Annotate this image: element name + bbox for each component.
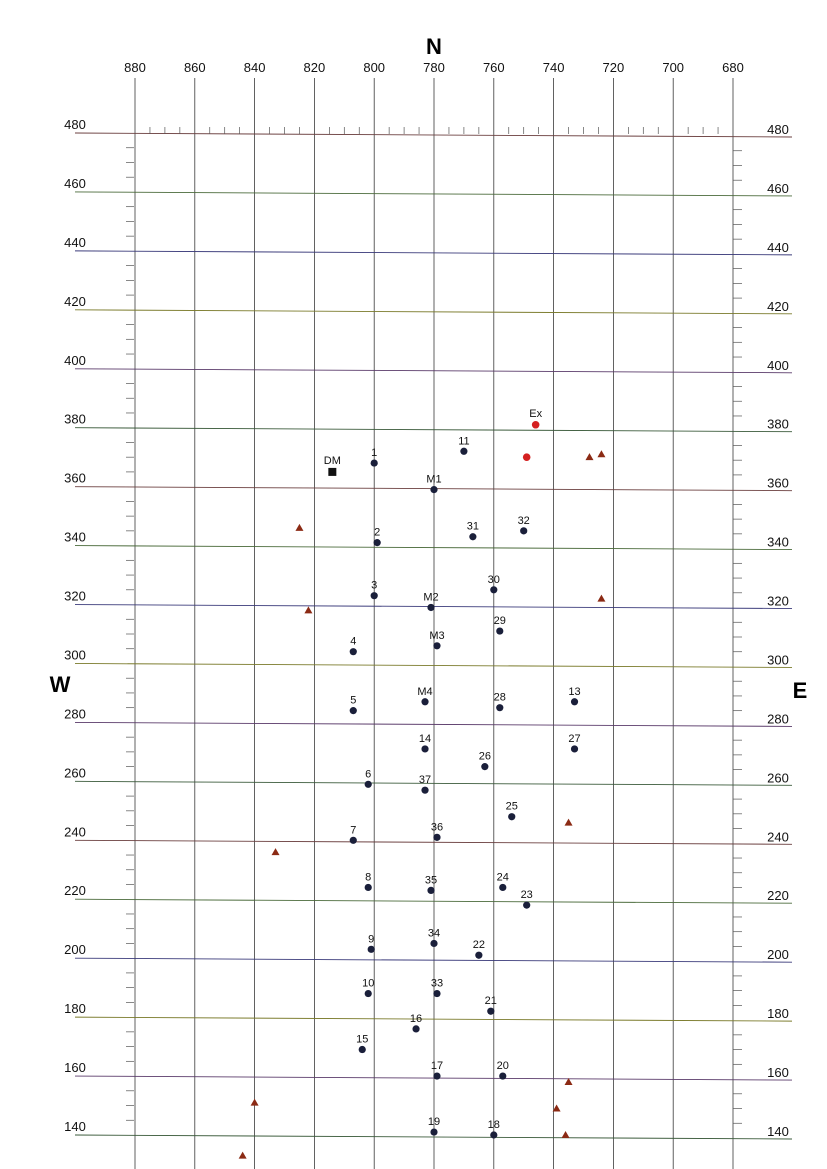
x-tick-label: 800 (363, 60, 386, 75)
y-tick-label-right: 320 (767, 593, 789, 609)
y-tick-label-right: 360 (767, 475, 789, 491)
survey-point-M3 (433, 642, 440, 649)
y-tick-label-left: 180 (64, 1001, 86, 1017)
y-tick-label-left: 240 (64, 824, 86, 840)
survey-point-17 (433, 1072, 440, 1079)
grid-line-y-460 (75, 192, 792, 196)
y-tick-label-right: 280 (767, 711, 789, 727)
survey-point-label: 10 (362, 977, 375, 990)
survey-point-14 (421, 745, 428, 752)
y-tick-label-right: 400 (767, 357, 789, 373)
survey-point-label: 31 (466, 520, 479, 533)
grid-line-y-400 (75, 369, 792, 373)
grid-line-y-480 (75, 133, 792, 137)
survey-point-1 (371, 459, 378, 466)
survey-point-25 (508, 813, 515, 820)
survey-point-label: 15 (356, 1033, 369, 1046)
survey-point-7 (350, 837, 357, 844)
x-tick-label: 760 (482, 60, 505, 75)
grid-line-y-440 (75, 251, 792, 255)
survey-point-31 (469, 533, 476, 540)
y-tick-label-right: 140 (767, 1124, 789, 1139)
grid-line-y-260 (75, 781, 792, 785)
y-tick-label-left: 460 (64, 175, 86, 191)
survey-point-label: 17 (430, 1060, 444, 1073)
survey-point-29 (496, 627, 503, 634)
survey-point-label: 36 (430, 821, 444, 834)
triangle-marker-4 (597, 450, 605, 457)
y-tick-label-left: 360 (64, 470, 86, 486)
y-axis-labels (64, 117, 789, 1139)
survey-point-16 (412, 1025, 419, 1032)
special-point-ex (532, 421, 540, 429)
y-tick-label-left: 380 (64, 411, 86, 427)
survey-point-34 (430, 940, 437, 947)
survey-point-32 (520, 527, 527, 534)
y-tick-label-left: 320 (64, 588, 86, 604)
survey-point-28 (496, 704, 503, 711)
y-tick-label-right: 180 (767, 1006, 789, 1022)
y-tick-label-left: 200 (64, 942, 86, 958)
survey-point-10 (365, 990, 372, 997)
survey-point-label: 13 (568, 685, 581, 698)
survey-point-label: 29 (493, 615, 506, 628)
y-tick-label-left: 280 (64, 706, 86, 722)
triangle-marker-2 (304, 606, 312, 613)
survey-point-label: 6 (365, 768, 372, 781)
survey-point-label: 28 (493, 691, 506, 704)
survey-point-label: 26 (478, 750, 491, 763)
survey-point-M1 (430, 486, 437, 493)
x-tick-label: 820 (303, 60, 326, 75)
survey-point-label: 11 (458, 435, 470, 448)
survey-point-label: 19 (427, 1116, 441, 1129)
survey-point-label: 37 (418, 774, 432, 787)
y-tick-label-left: 160 (64, 1060, 86, 1076)
triangle-marker-7 (272, 848, 280, 855)
grid-line-y-380 (75, 428, 792, 432)
y-tick-label-left: 480 (64, 117, 86, 132)
survey-point-label: 2 (374, 526, 381, 539)
survey-point-8 (365, 884, 372, 891)
grid-line-y-200 (75, 958, 792, 962)
y-tick-label-left: 140 (64, 1119, 86, 1134)
grid-line-y-280 (75, 722, 792, 726)
survey-point-label: 18 (487, 1119, 500, 1131)
survey-point-35 (427, 887, 434, 894)
x-tick-label: 860 (183, 60, 206, 75)
grid-lines (75, 78, 792, 1169)
grid-line-y-300 (75, 663, 792, 667)
survey-point-11 (460, 448, 467, 455)
special-point-label: Ex (529, 407, 543, 420)
survey-point-label: 16 (409, 1012, 423, 1025)
survey-point-20 (499, 1072, 506, 1079)
survey-point-label: 30 (487, 573, 500, 586)
y-tick-label-left: 220 (64, 883, 86, 899)
survey-point-label: 32 (517, 514, 530, 527)
x-tick-label: 740 (542, 60, 565, 75)
triangle-marker-6 (565, 819, 573, 826)
y-tick-label-left: 400 (64, 352, 86, 368)
survey-point-4 (350, 648, 357, 655)
y-tick-label-right: 160 (767, 1065, 789, 1081)
survey-point-36 (433, 834, 440, 841)
triangle-marker-1 (295, 524, 303, 531)
survey-markers (239, 408, 606, 1159)
grid-line-y-240 (75, 840, 792, 844)
triangle-marker-10 (562, 1131, 570, 1138)
triangle-marker-11 (251, 1099, 259, 1106)
datum-label: DM (323, 454, 341, 467)
y-tick-label-right: 340 (767, 534, 789, 550)
survey-point-label: 1 (371, 447, 378, 460)
x-tick-label: 720 (602, 60, 625, 75)
survey-point-37 (421, 787, 428, 794)
survey-point-label: 20 (496, 1060, 509, 1073)
survey-point-9 (368, 946, 375, 953)
triangle-marker-3 (585, 453, 593, 460)
survey-point-18 (490, 1131, 497, 1138)
survey-point-label: 23 (520, 889, 533, 902)
survey-point-label: 4 (350, 635, 357, 648)
survey-point-23 (523, 902, 530, 909)
survey-point-label: 33 (430, 977, 444, 990)
x-axis-labels (124, 60, 744, 75)
grid-line-y-220 (75, 899, 792, 903)
survey-point-label: 24 (496, 871, 509, 884)
east-label: E (792, 678, 808, 703)
survey-point-3 (371, 592, 378, 599)
y-tick-label-left: 440 (64, 234, 86, 250)
survey-point-13 (571, 698, 578, 705)
grid-line-y-180 (75, 1017, 792, 1021)
survey-point-label: 27 (568, 732, 581, 745)
y-tick-label-right: 480 (767, 122, 789, 137)
survey-point-label: M3 (429, 629, 445, 642)
survey-point-30 (490, 586, 497, 593)
survey-point-5 (350, 707, 357, 714)
y-tick-label-right: 420 (767, 298, 789, 314)
survey-point-label: M4 (417, 685, 433, 698)
triangle-marker-12 (239, 1152, 247, 1159)
survey-point-label: 25 (505, 800, 518, 813)
survey-point-label: 35 (424, 874, 438, 887)
survey-point-label: M2 (423, 591, 439, 604)
y-tick-label-right: 240 (767, 829, 789, 845)
x-tick-label: 700 (662, 60, 685, 75)
survey-point-24 (499, 884, 506, 891)
triangle-marker-5 (597, 595, 605, 602)
y-tick-label-left: 420 (64, 293, 86, 309)
west-label: W (49, 672, 71, 697)
north-label: N (426, 34, 442, 59)
survey-point-label: 8 (365, 871, 372, 884)
datum-marker (328, 468, 336, 476)
y-tick-label-left: 260 (64, 765, 86, 781)
y-tick-label-right: 300 (767, 652, 789, 668)
special-point (523, 453, 531, 461)
survey-point-label: 22 (472, 939, 485, 952)
x-tick-label: 880 (124, 60, 146, 75)
survey-point-6 (365, 781, 372, 788)
survey-point-label: 34 (427, 927, 441, 940)
y-tick-label-right: 220 (767, 888, 789, 904)
x-tick-label: 780 (423, 60, 445, 75)
survey-point-label: 3 (371, 579, 378, 592)
survey-point-label: M1 (426, 473, 442, 486)
survey-point-label: 14 (418, 732, 432, 745)
y-tick-label-right: 200 (767, 947, 789, 963)
survey-point-label: 9 (368, 933, 375, 946)
y-tick-label-right: 260 (767, 770, 789, 786)
survey-point-27 (571, 745, 578, 752)
survey-point-M4 (421, 698, 428, 705)
survey-point-M2 (427, 604, 434, 611)
survey-point-33 (433, 990, 440, 997)
survey-point-label: 5 (350, 694, 357, 707)
survey-point-21 (487, 1008, 494, 1015)
survey-point-label: 7 (350, 824, 357, 837)
survey-point-22 (475, 952, 482, 959)
survey-point-15 (359, 1046, 366, 1053)
y-tick-label-right: 380 (767, 416, 789, 432)
grid-line-y-340 (75, 546, 792, 550)
x-tick-label: 680 (722, 60, 744, 75)
survey-point-2 (374, 539, 381, 546)
survey-point-19 (430, 1128, 437, 1135)
x-tick-label: 840 (243, 60, 266, 75)
survey-point-label: 21 (484, 995, 497, 1008)
grid-line-y-420 (75, 310, 792, 314)
y-tick-label-left: 300 (64, 647, 86, 663)
y-tick-label-left: 340 (64, 529, 86, 545)
y-tick-label-right: 440 (767, 239, 789, 255)
y-tick-label-right: 460 (767, 180, 789, 196)
survey-point-26 (481, 763, 488, 770)
